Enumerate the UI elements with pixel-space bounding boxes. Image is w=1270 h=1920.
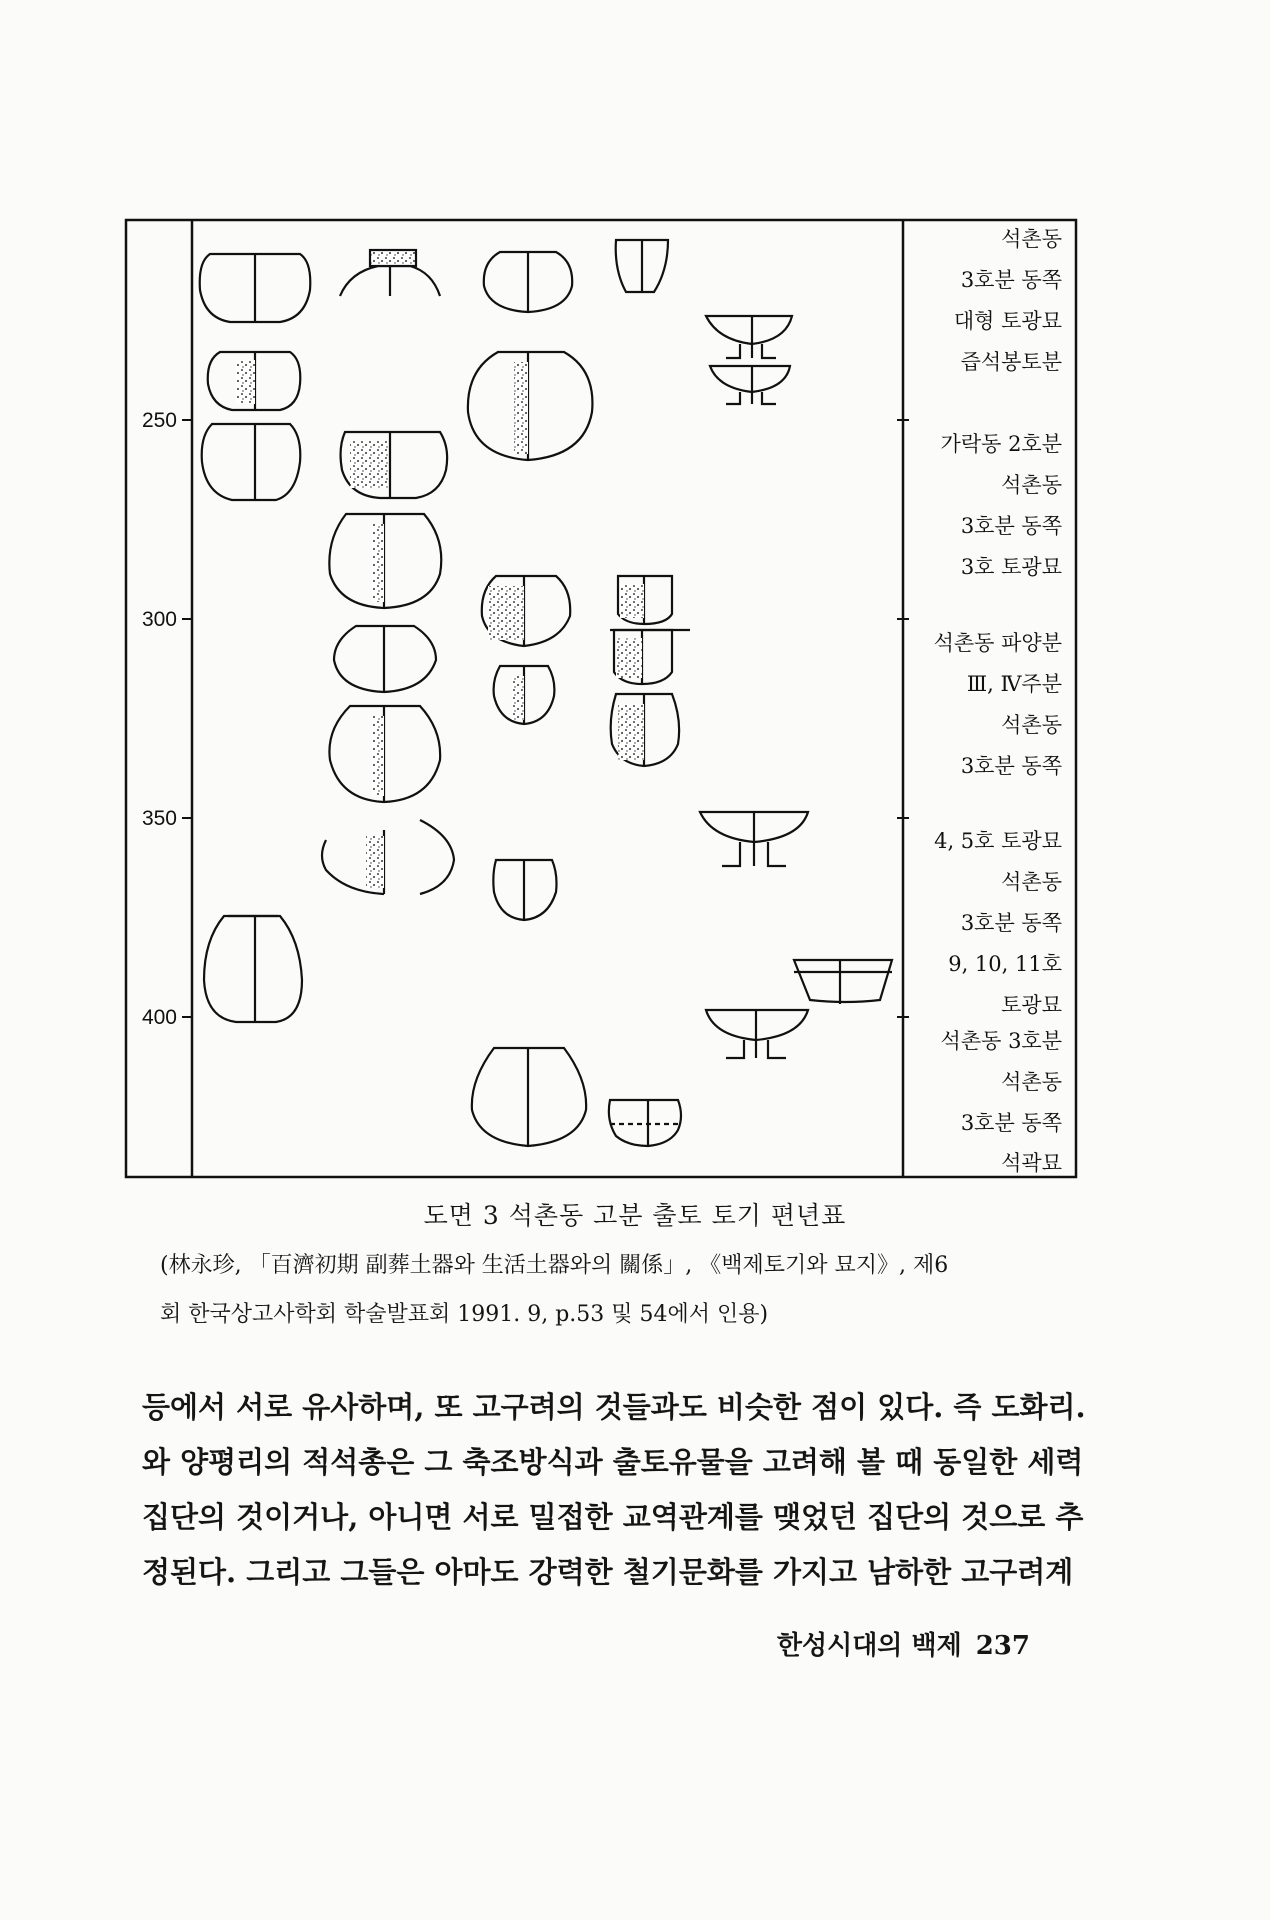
pottery-vessel xyxy=(341,432,448,498)
right-label: 석곽묘 xyxy=(1001,1151,1062,1175)
pottery-vessel xyxy=(472,1048,586,1146)
right-label: 석촌동 3호분 xyxy=(940,1029,1062,1053)
page-footer xyxy=(763,1625,1030,1662)
pottery-vessel xyxy=(618,576,672,624)
right-label: 석촌동 파양분 xyxy=(933,631,1062,655)
body-line: 정된다. 그리고 그들은 아마도 강력한 철기문화를 가지고 남하한 고구려계 xyxy=(142,1555,1074,1589)
pottery-vessel xyxy=(494,666,555,724)
pottery-vessel xyxy=(616,240,668,292)
pottery-vessel xyxy=(482,576,570,646)
right-label: 석촌동 xyxy=(1001,473,1062,497)
pottery-vessel xyxy=(710,366,790,404)
pottery-vessel xyxy=(322,820,454,894)
right-label: 3호분 동쪽 xyxy=(960,1111,1062,1135)
pottery-vessel xyxy=(329,706,440,802)
right-label: 3호분 동쪽 xyxy=(960,911,1062,935)
right-label: 4, 5호 토광묘 xyxy=(934,829,1062,853)
running-title: 한성시대의 백제 xyxy=(776,1631,962,1661)
figure-caption-title: 도면 3 석촌동 고분 출토 토기 편년표 xyxy=(423,1201,847,1230)
y-tick-250: 250 xyxy=(141,409,177,432)
body-line: 집단의 것이거나, 아니면 서로 밀접한 교역관계를 맺었던 집단의 것으로 추 xyxy=(142,1500,1084,1534)
y-tick-400: 400 xyxy=(141,1006,177,1029)
figure-caption-source: (林永珍, 「百濟初期 副葬土器와 生活土器와의 關係」, 《백제토기와 묘지》, 제6 xyxy=(160,1253,949,1278)
right-label: 3호분 동쪽 xyxy=(960,754,1062,778)
pottery-vessel xyxy=(706,1010,808,1058)
figure-caption-source: 회 한국상고사학회 학술발표회 1991. 9, p.53 및 54에서 인용) xyxy=(160,1302,769,1327)
pottery-vessel xyxy=(200,254,311,322)
right-label: 3호 토광묘 xyxy=(960,555,1062,579)
y-tick-300: 300 xyxy=(141,608,177,631)
y-axis xyxy=(182,420,909,1017)
right-label: Ⅲ, Ⅳ주분 xyxy=(966,672,1062,696)
pottery-vessel xyxy=(468,352,593,460)
page-number: 237 xyxy=(975,1631,1030,1661)
pottery-vessel xyxy=(611,694,679,766)
pottery-vessel xyxy=(610,630,690,684)
right-label: 가락동 2호분 xyxy=(940,432,1062,456)
pottery-vessel xyxy=(340,250,440,296)
pottery-vessel xyxy=(609,1100,681,1146)
pottery-vessel xyxy=(204,916,302,1022)
right-label: 석촌동 xyxy=(1001,713,1062,737)
pottery-vessel xyxy=(329,514,441,608)
right-label: 9, 10, 11호 xyxy=(948,952,1062,976)
right-label: 즙석봉토분 xyxy=(960,350,1062,374)
right-label: 3호분 동쪽 xyxy=(960,268,1062,292)
right-label: 대형 토광묘 xyxy=(953,309,1062,333)
right-label: 석촌동 xyxy=(1001,870,1062,894)
pottery-vessel xyxy=(202,424,301,500)
pottery-vessel xyxy=(334,626,436,692)
right-label: 석촌동 xyxy=(1001,227,1062,251)
y-tick-350: 350 xyxy=(141,807,177,830)
body-line: 와 양평리의 적석총은 그 축조방식과 출토유물을 고려해 볼 때 동일한 세력 xyxy=(142,1445,1084,1479)
right-label: 3호분 동쪽 xyxy=(960,514,1062,538)
body-paragraph xyxy=(142,1380,1086,1600)
pottery-vessel xyxy=(484,252,572,312)
right-label: 석촌동 xyxy=(1001,1070,1062,1094)
pottery-vessel xyxy=(794,960,892,1004)
pottery-vessel xyxy=(700,812,808,866)
pottery-vessel xyxy=(706,316,792,358)
figure-frame xyxy=(126,220,1076,1177)
pottery-vessel xyxy=(208,352,301,410)
pottery-vessel xyxy=(493,860,556,920)
right-label: 토광묘 xyxy=(1001,993,1062,1017)
body-line: 등에서 서로 유사하며, 또 고구려의 것들과도 비슷한 점이 있다. 즉 도화리. xyxy=(142,1390,1086,1424)
